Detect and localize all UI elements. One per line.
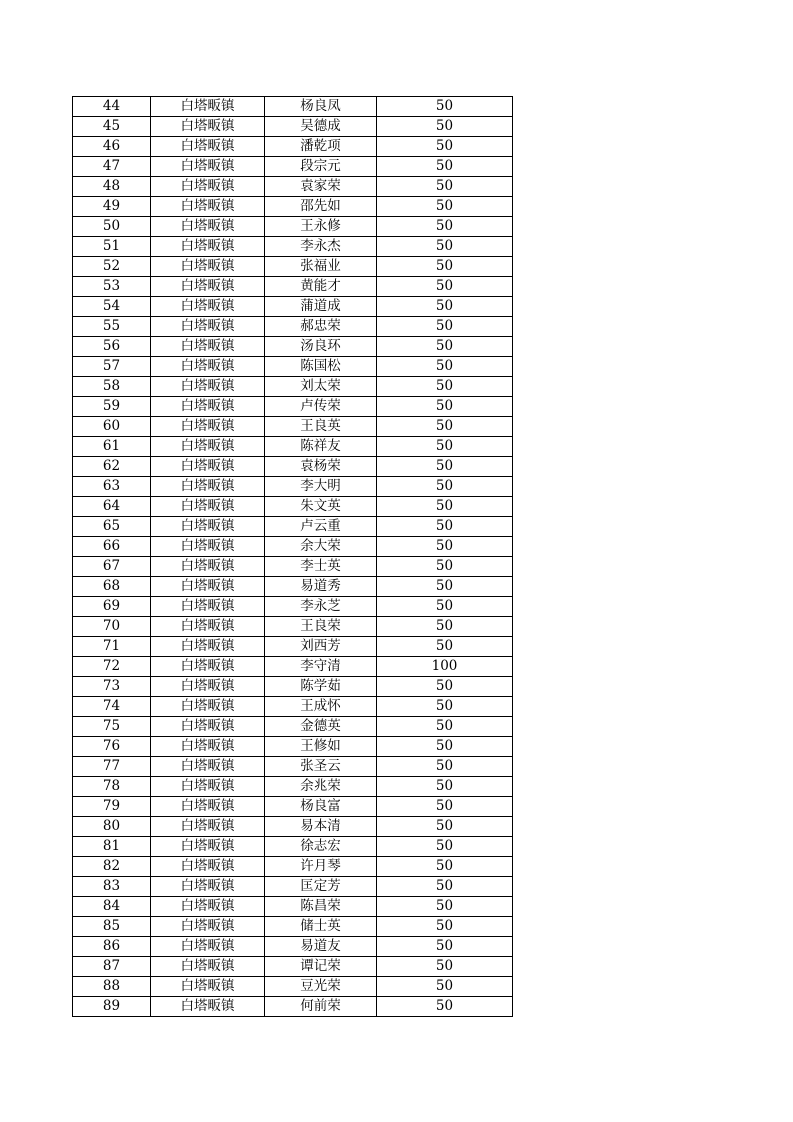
table-row bbox=[73, 337, 513, 357]
amount-cell: 50 bbox=[377, 917, 513, 937]
row-number-cell: 53 bbox=[73, 277, 151, 297]
town-cell: 白塔畈镇 bbox=[151, 757, 265, 777]
table-row bbox=[73, 877, 513, 897]
amount-cell: 50 bbox=[377, 937, 513, 957]
amount-cell: 50 bbox=[377, 437, 513, 457]
table-row bbox=[73, 617, 513, 637]
row-number-cell: 85 bbox=[73, 917, 151, 937]
amount-cell: 50 bbox=[377, 297, 513, 317]
name-cell: 储士英 bbox=[265, 917, 377, 937]
town-cell: 白塔畈镇 bbox=[151, 497, 265, 517]
row-number-cell: 62 bbox=[73, 457, 151, 477]
row-number-cell: 80 bbox=[73, 817, 151, 837]
table-row bbox=[73, 917, 513, 937]
name-cell: 李士英 bbox=[265, 557, 377, 577]
amount-cell: 50 bbox=[377, 97, 513, 117]
table-row bbox=[73, 377, 513, 397]
town-cell: 白塔畈镇 bbox=[151, 917, 265, 937]
table-row bbox=[73, 357, 513, 377]
table-row bbox=[73, 317, 513, 337]
name-cell: 王良英 bbox=[265, 417, 377, 437]
table-row bbox=[73, 817, 513, 837]
town-cell: 白塔畈镇 bbox=[151, 957, 265, 977]
name-cell: 匡定芳 bbox=[265, 877, 377, 897]
amount-cell: 50 bbox=[377, 997, 513, 1017]
town-cell: 白塔畈镇 bbox=[151, 117, 265, 137]
amount-cell: 50 bbox=[377, 177, 513, 197]
town-cell: 白塔畈镇 bbox=[151, 677, 265, 697]
name-cell: 何前荣 bbox=[265, 997, 377, 1017]
amount-cell: 50 bbox=[377, 397, 513, 417]
town-cell: 白塔畈镇 bbox=[151, 637, 265, 657]
table-row bbox=[73, 97, 513, 117]
table-row bbox=[73, 677, 513, 697]
amount-cell: 50 bbox=[377, 737, 513, 757]
town-cell: 白塔畈镇 bbox=[151, 377, 265, 397]
name-cell: 余兆荣 bbox=[265, 777, 377, 797]
row-number-cell: 68 bbox=[73, 577, 151, 597]
row-number-cell: 58 bbox=[73, 377, 151, 397]
amount-cell: 50 bbox=[377, 697, 513, 717]
amount-cell: 50 bbox=[377, 497, 513, 517]
town-cell: 白塔畈镇 bbox=[151, 137, 265, 157]
row-number-cell: 74 bbox=[73, 697, 151, 717]
amount-cell: 50 bbox=[377, 877, 513, 897]
row-number-cell: 55 bbox=[73, 317, 151, 337]
amount-cell: 50 bbox=[377, 897, 513, 917]
table-row bbox=[73, 517, 513, 537]
town-cell: 白塔畈镇 bbox=[151, 237, 265, 257]
amount-cell: 50 bbox=[377, 777, 513, 797]
row-number-cell: 83 bbox=[73, 877, 151, 897]
amount-cell: 50 bbox=[377, 217, 513, 237]
name-cell: 张圣云 bbox=[265, 757, 377, 777]
town-cell: 白塔畈镇 bbox=[151, 897, 265, 917]
town-cell: 白塔畈镇 bbox=[151, 617, 265, 637]
row-number-cell: 51 bbox=[73, 237, 151, 257]
town-cell: 白塔畈镇 bbox=[151, 857, 265, 877]
name-cell: 许月琴 bbox=[265, 857, 377, 877]
name-cell: 郝忠荣 bbox=[265, 317, 377, 337]
name-cell: 王良荣 bbox=[265, 617, 377, 637]
row-number-cell: 89 bbox=[73, 997, 151, 1017]
row-number-cell: 63 bbox=[73, 477, 151, 497]
row-number-cell: 82 bbox=[73, 857, 151, 877]
table-row bbox=[73, 137, 513, 157]
amount-cell: 50 bbox=[377, 817, 513, 837]
row-number-cell: 52 bbox=[73, 257, 151, 277]
name-cell: 谭记荣 bbox=[265, 957, 377, 977]
amount-cell: 50 bbox=[377, 157, 513, 177]
table-row bbox=[73, 597, 513, 617]
row-number-cell: 65 bbox=[73, 517, 151, 537]
name-cell: 袁家荣 bbox=[265, 177, 377, 197]
name-cell: 李大明 bbox=[265, 477, 377, 497]
amount-cell: 50 bbox=[377, 377, 513, 397]
town-cell: 白塔畈镇 bbox=[151, 457, 265, 477]
town-cell: 白塔畈镇 bbox=[151, 937, 265, 957]
name-cell: 刘西芳 bbox=[265, 637, 377, 657]
town-cell: 白塔畈镇 bbox=[151, 977, 265, 997]
row-number-cell: 86 bbox=[73, 937, 151, 957]
amount-cell: 100 bbox=[377, 657, 513, 677]
table-row bbox=[73, 897, 513, 917]
name-cell: 王永修 bbox=[265, 217, 377, 237]
town-cell: 白塔畈镇 bbox=[151, 717, 265, 737]
table-row bbox=[73, 997, 513, 1017]
name-cell: 李守清 bbox=[265, 657, 377, 677]
table-row bbox=[73, 177, 513, 197]
name-cell: 潘乾项 bbox=[265, 137, 377, 157]
name-cell: 邵先如 bbox=[265, 197, 377, 217]
name-cell: 卢云重 bbox=[265, 517, 377, 537]
amount-cell: 50 bbox=[377, 417, 513, 437]
town-cell: 白塔畈镇 bbox=[151, 477, 265, 497]
amount-cell: 50 bbox=[377, 837, 513, 857]
table-row bbox=[73, 497, 513, 517]
amount-cell: 50 bbox=[377, 677, 513, 697]
row-number-cell: 67 bbox=[73, 557, 151, 577]
row-number-cell: 70 bbox=[73, 617, 151, 637]
table-row bbox=[73, 657, 513, 677]
table-row bbox=[73, 457, 513, 477]
town-cell: 白塔畈镇 bbox=[151, 837, 265, 857]
name-cell: 陈昌荣 bbox=[265, 897, 377, 917]
row-number-cell: 87 bbox=[73, 957, 151, 977]
name-cell: 陈祥友 bbox=[265, 437, 377, 457]
row-number-cell: 57 bbox=[73, 357, 151, 377]
roster-table bbox=[72, 96, 513, 1017]
name-cell: 吴德成 bbox=[265, 117, 377, 137]
row-number-cell: 49 bbox=[73, 197, 151, 217]
row-number-cell: 64 bbox=[73, 497, 151, 517]
amount-cell: 50 bbox=[377, 457, 513, 477]
name-cell: 朱文英 bbox=[265, 497, 377, 517]
amount-cell: 50 bbox=[377, 797, 513, 817]
town-cell: 白塔畈镇 bbox=[151, 697, 265, 717]
table-row bbox=[73, 197, 513, 217]
name-cell: 徐志宏 bbox=[265, 837, 377, 857]
town-cell: 白塔畈镇 bbox=[151, 337, 265, 357]
amount-cell: 50 bbox=[377, 557, 513, 577]
table-row bbox=[73, 577, 513, 597]
name-cell: 易道友 bbox=[265, 937, 377, 957]
amount-cell: 50 bbox=[377, 537, 513, 557]
town-cell: 白塔畈镇 bbox=[151, 437, 265, 457]
town-cell: 白塔畈镇 bbox=[151, 397, 265, 417]
row-number-cell: 56 bbox=[73, 337, 151, 357]
row-number-cell: 77 bbox=[73, 757, 151, 777]
name-cell: 陈学茹 bbox=[265, 677, 377, 697]
name-cell: 黄能才 bbox=[265, 277, 377, 297]
name-cell: 汤良环 bbox=[265, 337, 377, 357]
table-row bbox=[73, 737, 513, 757]
table-row bbox=[73, 697, 513, 717]
amount-cell: 50 bbox=[377, 337, 513, 357]
row-number-cell: 71 bbox=[73, 637, 151, 657]
table-row bbox=[73, 537, 513, 557]
name-cell: 袁杨荣 bbox=[265, 457, 377, 477]
table-row bbox=[73, 957, 513, 977]
row-number-cell: 75 bbox=[73, 717, 151, 737]
amount-cell: 50 bbox=[377, 197, 513, 217]
amount-cell: 50 bbox=[377, 357, 513, 377]
row-number-cell: 69 bbox=[73, 597, 151, 617]
table-row bbox=[73, 757, 513, 777]
name-cell: 杨良凤 bbox=[265, 97, 377, 117]
table-row bbox=[73, 217, 513, 237]
table-row bbox=[73, 417, 513, 437]
town-cell: 白塔畈镇 bbox=[151, 277, 265, 297]
town-cell: 白塔畈镇 bbox=[151, 777, 265, 797]
table-row bbox=[73, 397, 513, 417]
name-cell: 张福业 bbox=[265, 257, 377, 277]
table-row bbox=[73, 717, 513, 737]
table-row bbox=[73, 437, 513, 457]
table-row bbox=[73, 157, 513, 177]
row-number-cell: 48 bbox=[73, 177, 151, 197]
name-cell: 王修如 bbox=[265, 737, 377, 757]
table-row bbox=[73, 557, 513, 577]
name-cell: 易本清 bbox=[265, 817, 377, 837]
amount-cell: 50 bbox=[377, 517, 513, 537]
name-cell: 卢传荣 bbox=[265, 397, 377, 417]
town-cell: 白塔畈镇 bbox=[151, 197, 265, 217]
town-cell: 白塔畈镇 bbox=[151, 317, 265, 337]
amount-cell: 50 bbox=[377, 857, 513, 877]
town-cell: 白塔畈镇 bbox=[151, 577, 265, 597]
town-cell: 白塔畈镇 bbox=[151, 877, 265, 897]
row-number-cell: 46 bbox=[73, 137, 151, 157]
table-row bbox=[73, 937, 513, 957]
document-page bbox=[72, 96, 513, 1017]
town-cell: 白塔畈镇 bbox=[151, 557, 265, 577]
row-number-cell: 76 bbox=[73, 737, 151, 757]
table-row bbox=[73, 477, 513, 497]
amount-cell: 50 bbox=[377, 317, 513, 337]
amount-cell: 50 bbox=[377, 757, 513, 777]
amount-cell: 50 bbox=[377, 597, 513, 617]
name-cell: 王成怀 bbox=[265, 697, 377, 717]
row-number-cell: 79 bbox=[73, 797, 151, 817]
row-number-cell: 47 bbox=[73, 157, 151, 177]
row-number-cell: 50 bbox=[73, 217, 151, 237]
amount-cell: 50 bbox=[377, 637, 513, 657]
row-number-cell: 61 bbox=[73, 437, 151, 457]
table-row bbox=[73, 837, 513, 857]
town-cell: 白塔畈镇 bbox=[151, 517, 265, 537]
row-number-cell: 54 bbox=[73, 297, 151, 317]
table-row bbox=[73, 777, 513, 797]
town-cell: 白塔畈镇 bbox=[151, 997, 265, 1017]
town-cell: 白塔畈镇 bbox=[151, 217, 265, 237]
town-cell: 白塔畈镇 bbox=[151, 737, 265, 757]
row-number-cell: 72 bbox=[73, 657, 151, 677]
town-cell: 白塔畈镇 bbox=[151, 157, 265, 177]
table-row bbox=[73, 117, 513, 137]
town-cell: 白塔畈镇 bbox=[151, 537, 265, 557]
table-row bbox=[73, 977, 513, 997]
row-number-cell: 84 bbox=[73, 897, 151, 917]
name-cell: 李永芝 bbox=[265, 597, 377, 617]
name-cell: 易道秀 bbox=[265, 577, 377, 597]
amount-cell: 50 bbox=[377, 957, 513, 977]
amount-cell: 50 bbox=[377, 477, 513, 497]
town-cell: 白塔畈镇 bbox=[151, 797, 265, 817]
amount-cell: 50 bbox=[377, 137, 513, 157]
town-cell: 白塔畈镇 bbox=[151, 97, 265, 117]
row-number-cell: 59 bbox=[73, 397, 151, 417]
town-cell: 白塔畈镇 bbox=[151, 597, 265, 617]
name-cell: 蒲道成 bbox=[265, 297, 377, 317]
town-cell: 白塔畈镇 bbox=[151, 417, 265, 437]
town-cell: 白塔畈镇 bbox=[151, 297, 265, 317]
table-row bbox=[73, 297, 513, 317]
name-cell: 刘太荣 bbox=[265, 377, 377, 397]
table-row bbox=[73, 257, 513, 277]
roster-table-body bbox=[73, 97, 513, 1017]
amount-cell: 50 bbox=[377, 577, 513, 597]
name-cell: 金德英 bbox=[265, 717, 377, 737]
table-row bbox=[73, 277, 513, 297]
table-row bbox=[73, 237, 513, 257]
row-number-cell: 81 bbox=[73, 837, 151, 857]
amount-cell: 50 bbox=[377, 717, 513, 737]
town-cell: 白塔畈镇 bbox=[151, 817, 265, 837]
amount-cell: 50 bbox=[377, 117, 513, 137]
name-cell: 陈国松 bbox=[265, 357, 377, 377]
town-cell: 白塔畈镇 bbox=[151, 657, 265, 677]
row-number-cell: 66 bbox=[73, 537, 151, 557]
row-number-cell: 88 bbox=[73, 977, 151, 997]
amount-cell: 50 bbox=[377, 277, 513, 297]
amount-cell: 50 bbox=[377, 237, 513, 257]
town-cell: 白塔畈镇 bbox=[151, 257, 265, 277]
table-row bbox=[73, 857, 513, 877]
name-cell: 杨良富 bbox=[265, 797, 377, 817]
name-cell: 李永杰 bbox=[265, 237, 377, 257]
name-cell: 豆光荣 bbox=[265, 977, 377, 997]
name-cell: 余大荣 bbox=[265, 537, 377, 557]
amount-cell: 50 bbox=[377, 257, 513, 277]
name-cell: 段宗元 bbox=[265, 157, 377, 177]
row-number-cell: 78 bbox=[73, 777, 151, 797]
amount-cell: 50 bbox=[377, 977, 513, 997]
amount-cell: 50 bbox=[377, 617, 513, 637]
row-number-cell: 60 bbox=[73, 417, 151, 437]
row-number-cell: 45 bbox=[73, 117, 151, 137]
table-row bbox=[73, 637, 513, 657]
town-cell: 白塔畈镇 bbox=[151, 357, 265, 377]
row-number-cell: 44 bbox=[73, 97, 151, 117]
table-row bbox=[73, 797, 513, 817]
row-number-cell: 73 bbox=[73, 677, 151, 697]
town-cell: 白塔畈镇 bbox=[151, 177, 265, 197]
